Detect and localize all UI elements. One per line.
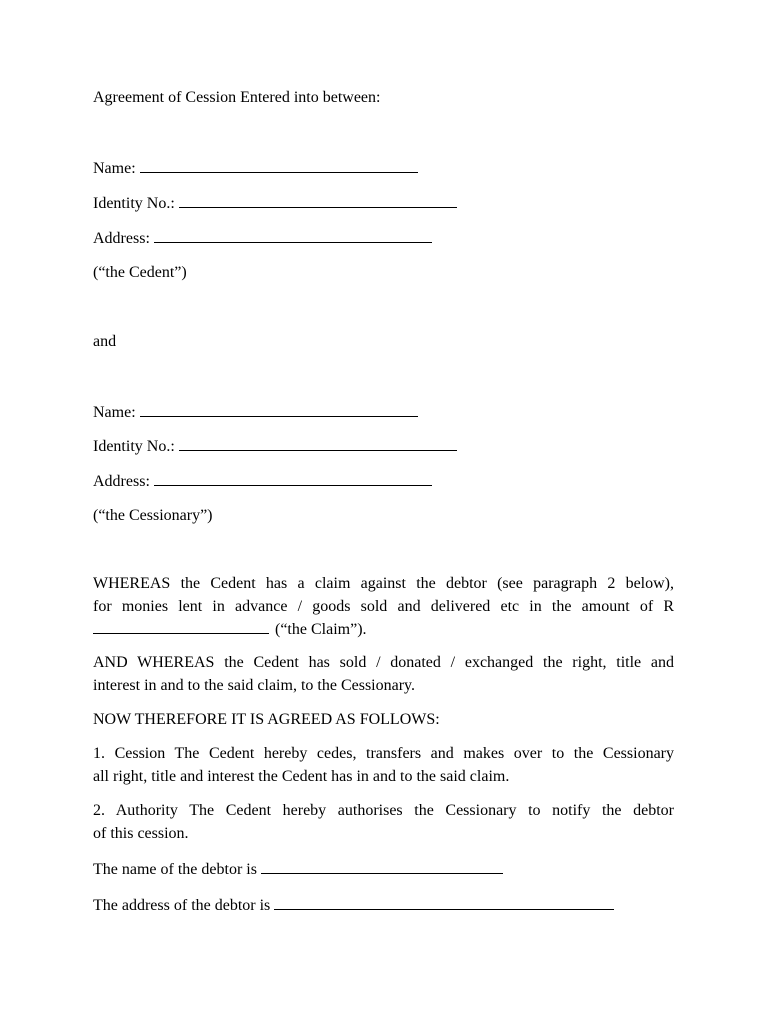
whereas-2-line-1: AND WHEREAS the Cedent has sold / donated / exchanged the right, title and — [93, 654, 674, 671]
debtor-address-blank[interactable] — [274, 895, 614, 910]
document-heading: Agreement of Cession Entered into between: — [93, 89, 381, 106]
cedent-name-label: Name: — [93, 160, 136, 177]
cessionary-name-label: Name: — [93, 404, 136, 421]
whereas-2-line-2: interest in and to the said claim, to the Cessionary. — [93, 677, 415, 694]
cessionary-address-row — [93, 471, 432, 492]
cedent-address-blank[interactable] — [154, 228, 432, 243]
cedent-identity-label: Identity No.: — [93, 195, 175, 212]
clause-1-line-1: 1. Cession The Cedent hereby cedes, transfers and makes over to the Cessionary — [93, 745, 674, 762]
cedent-identity-row — [93, 193, 457, 214]
whereas-1-line-3 — [93, 618, 674, 641]
cedent-identity-blank[interactable] — [179, 193, 457, 208]
cessionary-identity-row — [93, 436, 457, 457]
cessionary-address-blank[interactable] — [154, 471, 432, 486]
clause-2-line-1: 2. Authority The Cedent hereby authorises the Cessionary to notify the debtor — [93, 802, 674, 819]
cessionary-role: (“the Cessionary”) — [93, 507, 213, 524]
cedent-name-row — [93, 158, 418, 179]
cedent-name-blank[interactable] — [140, 158, 418, 173]
clause-2-line-2: of this cession. — [93, 825, 189, 842]
clause-1-cession — [93, 742, 674, 788]
cessionary-address-label: Address: — [93, 473, 150, 490]
cessionary-name-row — [93, 402, 418, 423]
cedent-role: (“the Cedent”) — [93, 264, 187, 281]
connector-and: and — [93, 333, 117, 350]
claim-amount-blank[interactable] — [93, 619, 269, 634]
debtor-name-row — [93, 859, 503, 880]
debtor-address-label: The address of the debtor is — [93, 897, 271, 914]
cessionary-identity-blank[interactable] — [179, 436, 457, 451]
clause-1-line-2: all right, title and interest the Cedent has in and to the said claim. — [93, 768, 510, 785]
whereas-paragraph-1 — [93, 572, 674, 641]
debtor-name-label: The name of the debtor is — [93, 861, 257, 878]
cedent-address-label: Address: — [93, 230, 150, 247]
cedent-address-row — [93, 228, 432, 249]
whereas-1-line-1: WHEREAS the Cedent has a claim against the debtor (see paragraph 2 below), — [93, 575, 674, 592]
whereas-paragraph-2 — [93, 651, 674, 697]
cessionary-identity-label: Identity No.: — [93, 438, 175, 455]
debtor-name-blank[interactable] — [261, 859, 503, 874]
claim-label: (“the Claim”). — [275, 621, 367, 638]
debtor-address-row — [93, 895, 614, 916]
clause-2-authority — [93, 799, 674, 845]
cessionary-name-blank[interactable] — [140, 402, 418, 417]
whereas-1-line-2: for monies lent in advance / goods sold and delivered etc in the amount of R — [93, 598, 674, 615]
agreed-heading: NOW THEREFORE IT IS AGREED AS FOLLOWS: — [93, 711, 440, 728]
